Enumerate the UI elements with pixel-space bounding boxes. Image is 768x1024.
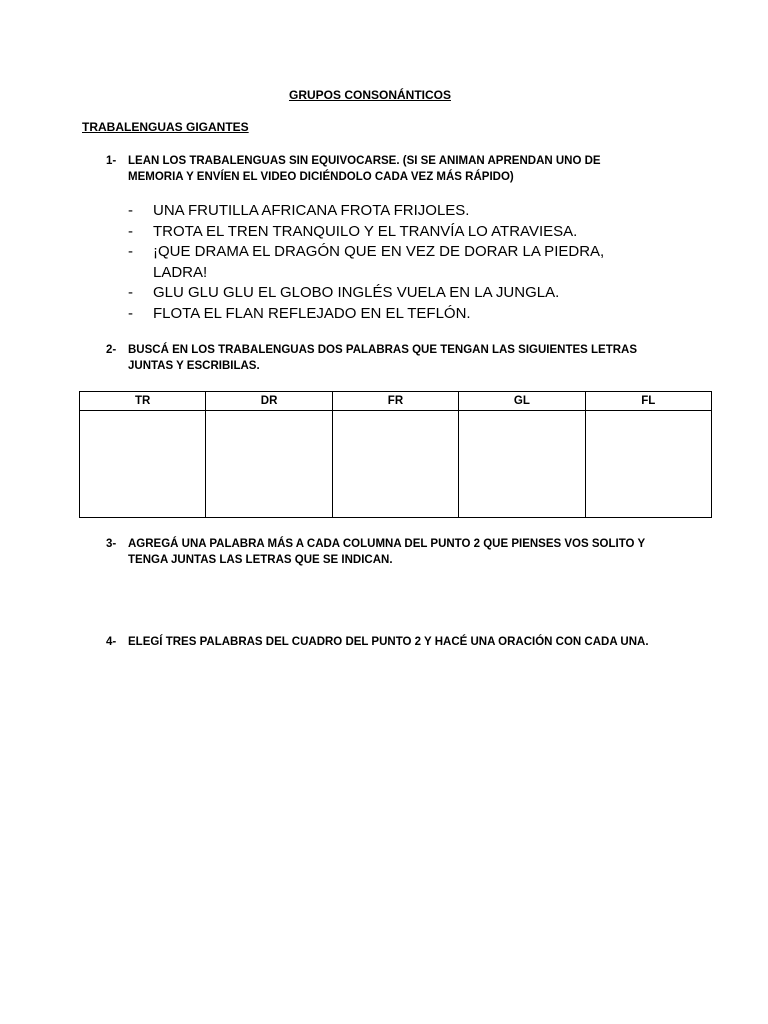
tongue-twister-item	[128, 242, 688, 283]
instruction-line: MEMORIA Y ENVÍEN EL VIDEO DICIÉNDOLO CADA VEZ MÁS RÁPIDO)	[128, 171, 514, 183]
column-header-tr: TR	[80, 392, 206, 411]
bullet-dash: -	[128, 202, 133, 219]
instruction-text	[128, 634, 728, 650]
answer-cell-tr[interactable]	[80, 411, 206, 518]
bullet-dash: -	[128, 284, 133, 302]
tongue-twister-line: FLOTA EL FLAN REFLEJADO EN EL TEFLÓN.	[153, 304, 471, 322]
answer-cell-fl[interactable]	[585, 411, 711, 518]
column-header-gl: GL	[459, 392, 585, 411]
column-header-dr: DR	[206, 392, 332, 411]
tongue-twister-item	[128, 304, 688, 325]
column-header-fl: FL	[585, 392, 711, 411]
answer-cell-gl[interactable]	[459, 411, 585, 518]
instruction-1	[0, 153, 768, 185]
section-subtitle: TRABALENGUAS GIGANTES	[82, 120, 249, 134]
answer-cell-fr[interactable]	[332, 411, 458, 518]
table-row	[80, 411, 712, 518]
instruction-line: JUNTAS Y ESCRIBILAS.	[128, 360, 260, 372]
bullet-dash: -	[128, 243, 133, 261]
instruction-number: 1-	[106, 155, 117, 167]
instruction-line: ELEGÍ TRES PALABRAS DEL CUADRO DEL PUNTO 2 Y HACÉ UNA ORACIÓN CON CADA UNA.	[128, 636, 649, 648]
tongue-twister-line: UNA FRUTILLA AFRICANA FROTA FRIJOLES.	[153, 202, 470, 219]
instruction-number: 3-	[106, 538, 117, 550]
bullet-dash: -	[128, 304, 133, 322]
instruction-line: TENGA JUNTAS LAS LETRAS QUE SE INDICAN.	[128, 554, 393, 566]
instruction-number: 4-	[106, 636, 117, 648]
instruction-line: LEAN LOS TRABALENGUAS SIN EQUIVOCARSE. (SI SE ANIMAN APRENDAN UNO DE	[128, 155, 601, 167]
instruction-2	[0, 342, 768, 374]
instruction-text	[128, 342, 688, 374]
tongue-twister-item	[128, 283, 688, 304]
instruction-number: 2-	[106, 344, 117, 356]
instruction-line: AGREGÁ UNA PALABRA MÁS A CADA COLUMNA DEL PUNTO 2 QUE PIENSES VOS SOLITO Y	[128, 538, 646, 550]
instruction-4	[0, 634, 768, 650]
letter-groups-table	[79, 391, 712, 518]
instruction-line: BUSCÁ EN LOS TRABALENGUAS DOS PALABRAS QUE TENGAN LAS SIGUIENTES LETRAS	[128, 344, 638, 356]
bullet-dash: -	[128, 222, 133, 240]
instruction-text	[128, 153, 688, 185]
tongue-twister-line: ¡QUE DRAMA EL DRAGÓN QUE EN VEZ DE DORAR LA PIEDRA,	[153, 243, 605, 261]
instruction-3	[0, 536, 768, 568]
answer-cell-dr[interactable]	[206, 411, 332, 518]
page-title: GRUPOS CONSONÁNTICOS	[288, 88, 451, 102]
instruction-text	[128, 536, 688, 568]
tongue-twister-line: TROTA EL TREN TRANQUILO Y EL TRANVÍA LO ATRAVIESA.	[153, 222, 578, 240]
tongue-twister-line: GLU GLU GLU EL GLOBO INGLÉS VUELA EN LA JUNGLA.	[153, 284, 560, 302]
tongue-twister-item	[128, 201, 688, 222]
tongue-twister-list	[128, 201, 688, 325]
table-header-row	[80, 392, 712, 411]
column-header-fr: FR	[332, 392, 458, 411]
tongue-twister-line: LADRA!	[153, 263, 208, 281]
tongue-twister-item	[128, 222, 688, 243]
